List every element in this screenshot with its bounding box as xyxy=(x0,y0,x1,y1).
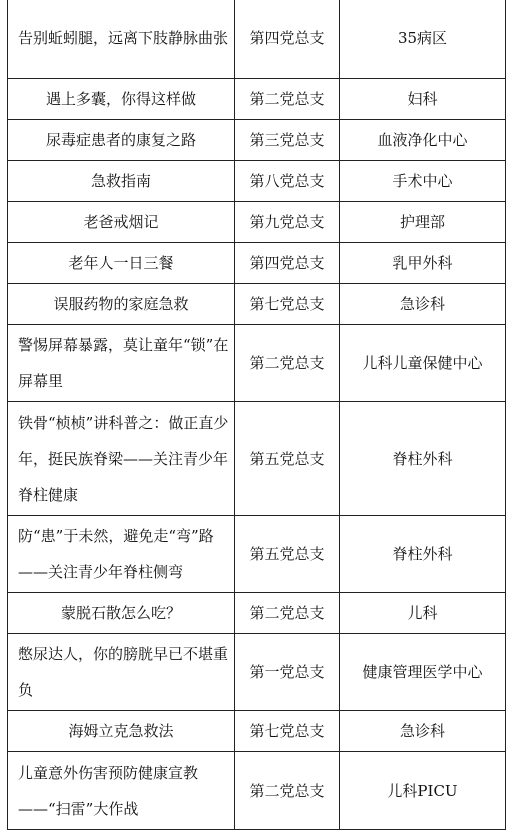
department-cell: 儿科PICU xyxy=(340,752,506,830)
department-cell: 儿科儿童保健中心 xyxy=(340,325,506,402)
department-cell: 35病区 xyxy=(340,0,506,79)
table-row xyxy=(8,516,506,593)
topic-cell: 憋尿达人，你的膀胱早已不堪重负 xyxy=(8,634,235,711)
topic-cell: 遇上多囊，你得这样做 xyxy=(8,79,235,120)
department-cell: 血液净化中心 xyxy=(340,120,506,161)
branch-cell: 第五党总支 xyxy=(235,402,340,516)
table-row xyxy=(8,0,506,79)
topic-cell: 海姆立克急救法 xyxy=(8,711,235,752)
topic-cell: 告别蚯蚓腿，远离下肢静脉曲张 xyxy=(8,0,235,79)
table-row xyxy=(8,284,506,325)
branch-cell: 第一党总支 xyxy=(235,634,340,711)
branch-cell: 第二党总支 xyxy=(235,593,340,634)
branch-cell: 第二党总支 xyxy=(235,752,340,830)
topic-cell: 尿毒症患者的康复之路 xyxy=(8,120,235,161)
topics-table xyxy=(7,0,506,830)
department-cell: 健康管理医学中心 xyxy=(340,634,506,711)
department-cell: 急诊科 xyxy=(340,711,506,752)
table-row xyxy=(8,711,506,752)
table-row xyxy=(8,202,506,243)
branch-cell: 第五党总支 xyxy=(235,516,340,593)
branch-cell: 第九党总支 xyxy=(235,202,340,243)
topic-cell: 防“患”于未然，避免走“弯”路——关注青少年脊柱侧弯 xyxy=(8,516,235,593)
branch-cell: 第七党总支 xyxy=(235,711,340,752)
topic-cell: 老爸戒烟记 xyxy=(8,202,235,243)
department-cell: 妇科 xyxy=(340,79,506,120)
table-row xyxy=(8,161,506,202)
table-row xyxy=(8,79,506,120)
department-cell: 脊柱外科 xyxy=(340,516,506,593)
branch-cell: 第四党总支 xyxy=(235,0,340,79)
branch-cell: 第七党总支 xyxy=(235,284,340,325)
topic-cell: 老年人一日三餐 xyxy=(8,243,235,284)
table-row xyxy=(8,243,506,284)
topic-cell: 误服药物的家庭急救 xyxy=(8,284,235,325)
topic-cell: 急救指南 xyxy=(8,161,235,202)
topic-cell: 警惕屏幕暴露，莫让童年“锁”在屏幕里 xyxy=(8,325,235,402)
branch-cell: 第二党总支 xyxy=(235,325,340,402)
topic-cell: 铁骨“桢桢”讲科普之：做正直少年，挺民族脊梁——关注青少年脊柱健康 xyxy=(8,402,235,516)
department-cell: 急诊科 xyxy=(340,284,506,325)
department-cell: 儿科 xyxy=(340,593,506,634)
table-row xyxy=(8,120,506,161)
branch-cell: 第四党总支 xyxy=(235,243,340,284)
department-cell: 脊柱外科 xyxy=(340,402,506,516)
topic-cell: 蒙脱石散怎么吃？ xyxy=(8,593,235,634)
table-row xyxy=(8,634,506,711)
topic-cell: 儿童意外伤害预防健康宣教——“扫雷”大作战 xyxy=(8,752,235,830)
branch-cell: 第二党总支 xyxy=(235,79,340,120)
branch-cell: 第三党总支 xyxy=(235,120,340,161)
table-row xyxy=(8,593,506,634)
department-cell: 乳甲外科 xyxy=(340,243,506,284)
table-row xyxy=(8,402,506,516)
department-cell: 护理部 xyxy=(340,202,506,243)
branch-cell: 第八党总支 xyxy=(235,161,340,202)
table-row xyxy=(8,752,506,830)
table-row xyxy=(8,325,506,402)
department-cell: 手术中心 xyxy=(340,161,506,202)
